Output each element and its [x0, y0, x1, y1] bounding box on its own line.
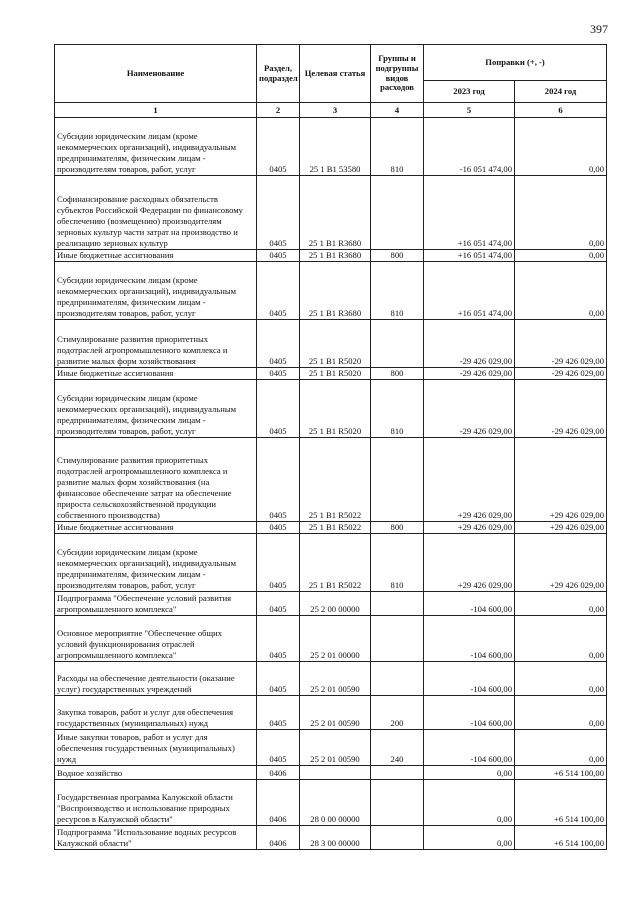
table-header [55, 45, 607, 118]
row-section-cell: 0405 [257, 118, 300, 176]
row-amount-2024-cell: 0,00 [515, 262, 607, 320]
row-name-cell: Стимулирование развития приоритетных подотраслей агропромышленного комплекса и развитие малых форм хозяйствования [55, 320, 257, 368]
row-name-cell: Иные бюджетные ассигнования [55, 250, 257, 262]
table-row [55, 522, 607, 534]
row-section-cell: 0405 [257, 592, 300, 616]
row-name-cell: Субсидии юридическим лицам (кроме некоммерческих организаций), индивидуальным предпринимателям, физическим лицам - производителям товаров, работ, услуг [55, 118, 257, 176]
row-target-cell: 25 1 B1 R3680 [300, 176, 371, 250]
row-name-cell: Подпрограмма "Использование водных ресурсов Калужской области" [55, 826, 257, 850]
row-amount-2023-cell: +16 051 474,00 [424, 262, 515, 320]
row-amount-2024-cell: -29 426 029,00 [515, 320, 607, 368]
table-row [55, 826, 607, 850]
row-group-cell: 200 [371, 696, 424, 730]
row-name-cell: Иные закупки товаров, работ и услуг для обеспечения государственных (муниципальных) нужд [55, 730, 257, 766]
table-row [55, 262, 607, 320]
header-groups: Группы и подгруппы видов расходов [371, 45, 424, 103]
row-amount-2024-cell: 0,00 [515, 176, 607, 250]
row-name-cell: Софинансирование расходных обязательств субъектов Российской Федерации по финансовому обеспечению (возмещению) производителям зерновых культур части затрат на производство и реализацию зерновых культур [55, 176, 257, 250]
row-section-cell: 0405 [257, 438, 300, 522]
table-row [55, 380, 607, 438]
table-row [55, 662, 607, 696]
header-year-2024: 2024 год [515, 81, 607, 103]
row-name-cell: Подпрограмма "Обеспечение условий развития агропромышленного комплекса" [55, 592, 257, 616]
table-row [55, 616, 607, 662]
row-target-cell: 25 2 01 00590 [300, 696, 371, 730]
table-row [55, 250, 607, 262]
row-amount-2024-cell: 0,00 [515, 616, 607, 662]
row-target-cell: 25 1 B1 R3680 [300, 250, 371, 262]
row-amount-2024-cell: +29 426 029,00 [515, 534, 607, 592]
row-amount-2023-cell: +29 426 029,00 [424, 522, 515, 534]
row-name-cell: Стимулирование развития приоритетных подотраслей агропромышленного комплекса и развитие малых форм хозяйствования (на финансовое обеспечение затрат на обеспечение прироста сельскохозяйственной продукции собственного производства) [55, 438, 257, 522]
row-amount-2024-cell: 0,00 [515, 118, 607, 176]
row-amount-2023-cell: +16 051 474,00 [424, 250, 515, 262]
row-group-cell [371, 826, 424, 850]
row-group-cell: 800 [371, 522, 424, 534]
row-amount-2024-cell: +29 426 029,00 [515, 438, 607, 522]
row-amount-2024-cell: -29 426 029,00 [515, 368, 607, 380]
row-target-cell: 25 2 01 00590 [300, 730, 371, 766]
table-row [55, 368, 607, 380]
row-amount-2024-cell: 0,00 [515, 730, 607, 766]
row-amount-2023-cell: +16 051 474,00 [424, 176, 515, 250]
row-group-cell: 800 [371, 368, 424, 380]
row-amount-2023-cell: -104 600,00 [424, 730, 515, 766]
row-section-cell: 0406 [257, 766, 300, 780]
row-amount-2023-cell: 0,00 [424, 766, 515, 780]
header-year-2023: 2023 год [424, 81, 515, 103]
row-target-cell: 25 1 B1 R5022 [300, 534, 371, 592]
row-name-cell: Иные бюджетные ассигнования [55, 522, 257, 534]
column-number: 6 [515, 103, 607, 118]
row-group-cell [371, 662, 424, 696]
row-section-cell: 0405 [257, 320, 300, 368]
row-name-cell: Субсидии юридическим лицам (кроме некоммерческих организаций), индивидуальным предпринимателям, физическим лицам - производителям товаров, работ, услуг [55, 534, 257, 592]
row-group-cell: 810 [371, 262, 424, 320]
row-group-cell [371, 780, 424, 826]
row-amount-2023-cell: -29 426 029,00 [424, 380, 515, 438]
row-group-cell [371, 438, 424, 522]
row-amount-2023-cell: 0,00 [424, 826, 515, 850]
row-section-cell: 0406 [257, 826, 300, 850]
row-group-cell: 810 [371, 534, 424, 592]
row-section-cell: 0405 [257, 522, 300, 534]
table-row [55, 730, 607, 766]
table-row [55, 438, 607, 522]
page-number: 397 [590, 22, 608, 36]
row-section-cell: 0405 [257, 730, 300, 766]
row-amount-2024-cell: -29 426 029,00 [515, 380, 607, 438]
row-amount-2023-cell: +29 426 029,00 [424, 534, 515, 592]
row-name-cell: Государственная программа Калужской области "Воспроизводство и использование природных ресурсов в Калужской области" [55, 780, 257, 826]
row-amount-2024-cell: 0,00 [515, 250, 607, 262]
column-number: 1 [55, 103, 257, 118]
table-body [55, 118, 607, 850]
row-target-cell: 25 1 B1 R5020 [300, 368, 371, 380]
row-target-cell: 25 1 B1 R5020 [300, 320, 371, 368]
row-target-cell: 25 1 B1 R5020 [300, 380, 371, 438]
row-target-cell: 28 3 00 00000 [300, 826, 371, 850]
row-group-cell [371, 176, 424, 250]
row-section-cell: 0405 [257, 696, 300, 730]
column-number: 3 [300, 103, 371, 118]
table-row [55, 766, 607, 780]
row-amount-2024-cell: 0,00 [515, 696, 607, 730]
row-group-cell: 240 [371, 730, 424, 766]
row-group-cell: 800 [371, 250, 424, 262]
row-amount-2023-cell: -104 600,00 [424, 592, 515, 616]
row-section-cell: 0405 [257, 368, 300, 380]
row-section-cell: 0405 [257, 534, 300, 592]
row-target-cell: 25 1 B1 R5022 [300, 522, 371, 534]
table-row [55, 696, 607, 730]
row-section-cell: 0405 [257, 616, 300, 662]
row-amount-2024-cell: 0,00 [515, 662, 607, 696]
column-number-row [55, 103, 607, 118]
row-target-cell: 28 0 00 00000 [300, 780, 371, 826]
row-target-cell: 25 1 B1 R5022 [300, 438, 371, 522]
row-group-cell: 810 [371, 118, 424, 176]
row-amount-2024-cell: +6 514 100,00 [515, 780, 607, 826]
row-target-cell: 25 1 B1 53580 [300, 118, 371, 176]
row-amount-2023-cell: -104 600,00 [424, 616, 515, 662]
row-name-cell: Основное мероприятие "Обеспечение общих условий функционирования отраслей агропромышленного комплекса" [55, 616, 257, 662]
column-number: 5 [424, 103, 515, 118]
row-name-cell: Иные бюджетные ассигнования [55, 368, 257, 380]
row-name-cell: Закупка товаров, работ и услуг для обеспечения государственных (муниципальных) нужд [55, 696, 257, 730]
row-group-cell [371, 616, 424, 662]
row-amount-2023-cell: -104 600,00 [424, 696, 515, 730]
header-amendments: Поправки (+, -) [424, 45, 607, 81]
row-target-cell: 25 2 01 00590 [300, 662, 371, 696]
table-row [55, 534, 607, 592]
budget-table [54, 44, 607, 850]
row-amount-2023-cell: +29 426 029,00 [424, 438, 515, 522]
row-name-cell: Субсидии юридическим лицам (кроме некоммерческих организаций), индивидуальным предпринимателям, физическим лицам - производителям товаров, работ, услуг [55, 262, 257, 320]
header-name: Наименование [55, 45, 257, 103]
row-amount-2024-cell: +6 514 100,00 [515, 766, 607, 780]
table-row [55, 176, 607, 250]
row-amount-2023-cell: -16 051 474,00 [424, 118, 515, 176]
row-amount-2024-cell: 0,00 [515, 592, 607, 616]
row-amount-2023-cell: -29 426 029,00 [424, 320, 515, 368]
row-group-cell [371, 592, 424, 616]
row-amount-2024-cell: +29 426 029,00 [515, 522, 607, 534]
row-target-cell: 25 1 B1 R3680 [300, 262, 371, 320]
table-row [55, 320, 607, 368]
table-row [55, 118, 607, 176]
row-name-cell: Расходы на обеспечение деятельности (оказание услуг) государственных учреждений [55, 662, 257, 696]
row-section-cell: 0405 [257, 250, 300, 262]
row-name-cell: Субсидии юридическим лицам (кроме некоммерческих организаций), индивидуальным предпринимателям, физическим лицам - производителям товаров, работ, услуг [55, 380, 257, 438]
table-row [55, 780, 607, 826]
row-amount-2023-cell: -104 600,00 [424, 662, 515, 696]
row-section-cell: 0405 [257, 262, 300, 320]
column-number: 4 [371, 103, 424, 118]
column-number: 2 [257, 103, 300, 118]
row-group-cell: 810 [371, 380, 424, 438]
row-name-cell: Водное хозяйство [55, 766, 257, 780]
row-target-cell: 25 2 01 00000 [300, 616, 371, 662]
row-amount-2023-cell: -29 426 029,00 [424, 368, 515, 380]
row-section-cell: 0405 [257, 176, 300, 250]
row-section-cell: 0405 [257, 662, 300, 696]
row-amount-2024-cell: +6 514 100,00 [515, 826, 607, 850]
row-group-cell [371, 766, 424, 780]
table-row [55, 592, 607, 616]
row-target-cell: 25 2 00 00000 [300, 592, 371, 616]
row-section-cell: 0406 [257, 780, 300, 826]
header-section: Раздел, подраздел [257, 45, 300, 103]
row-amount-2023-cell: 0,00 [424, 780, 515, 826]
row-target-cell [300, 766, 371, 780]
header-target: Целевая статья [300, 45, 371, 103]
row-group-cell [371, 320, 424, 368]
row-section-cell: 0405 [257, 380, 300, 438]
